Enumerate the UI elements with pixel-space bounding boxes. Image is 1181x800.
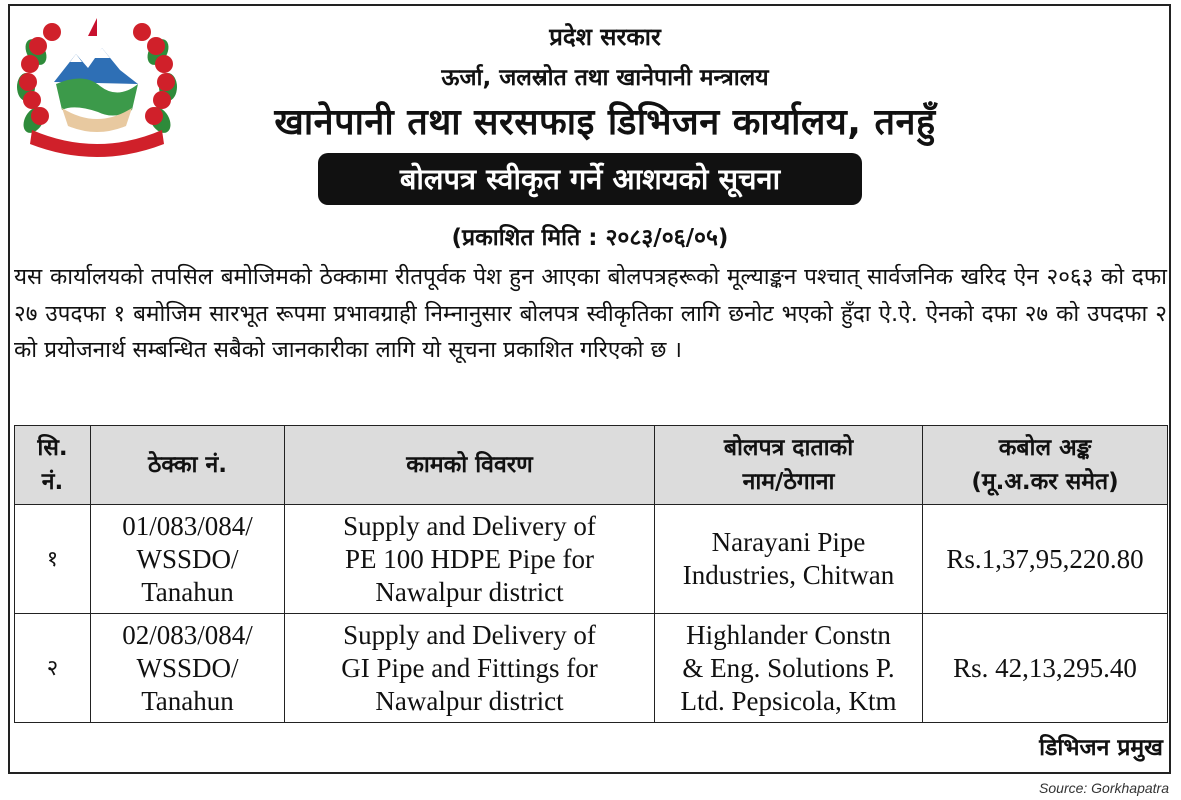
notice-body: यस कार्यालयको तपसिल बमोजिमको ठेक्कामा रीतपूर्वक पेश हुन आएका बोलपत्रहरूको मूल्याङ्कन पश्चात् सार्वजनिक खरिद ऐन २०६३ को दफा २७ उपदफा १ बमोजिम सारभूत रूपमा प्रभावग्राही निम्नानुसार बोलपत्र स्वीकृतिका लागि छनोट भएको हुँदा ऐ.ऐ. ऐनको दफा २७ को उपदफा २ को प्रयोजनार्थ सम्बन्धित सबैको जानकारीका लागि यो सूचना प्रकाशित गरिएको छ । bbox=[14, 264, 1167, 363]
cell-amount: Rs.1,37,95,220.80 bbox=[923, 505, 1168, 614]
cell-bidder: Highlander Constn & Eng. Solutions P. Ltd. Pepsicola, Ktm bbox=[655, 614, 923, 723]
cell-description: Supply and Delivery of PE 100 HDPE Pipe for Nawalpur district bbox=[285, 505, 655, 614]
bid-table bbox=[14, 425, 1168, 723]
col-header-bidder: बोलपत्र दाताको नाम/ठेगाना bbox=[655, 426, 923, 505]
signoff: डिभिजन प्रमुख bbox=[1039, 735, 1163, 761]
table-header-row bbox=[15, 426, 1168, 505]
col-header-sn: सि. नं. bbox=[15, 426, 91, 505]
cell-contract: 01/083/084/ WSSDO/ Tanahun bbox=[91, 505, 285, 614]
cell-sn: २ bbox=[15, 614, 91, 723]
col-header-contract: ठेक्का नं. bbox=[91, 426, 285, 505]
table-row bbox=[15, 614, 1168, 723]
col-header-amount: कबोल अङ्क (मू.अ.कर समेत) bbox=[923, 426, 1168, 505]
notice-banner: बोलपत्र स्वीकृत गर्ने आशयको सूचना bbox=[318, 153, 862, 205]
cell-amount: Rs. 42,13,295.40 bbox=[923, 614, 1168, 723]
col-header-description: कामको विवरण bbox=[285, 426, 655, 505]
table-row bbox=[15, 505, 1168, 614]
nepal-emblem-icon bbox=[14, 12, 180, 162]
publication-date: (प्रकाशित मिति : २०८३/०६/०५) bbox=[451, 225, 729, 251]
cell-sn: १ bbox=[15, 505, 91, 614]
ministry-title: ऊर्जा, जलस्रोत तथा खानेपानी मन्त्रालय bbox=[441, 65, 769, 91]
cell-description: Supply and Delivery of GI Pipe and Fittings for Nawalpur district bbox=[285, 614, 655, 723]
source-credit: Source: Gorkhapatra bbox=[1039, 780, 1169, 796]
government-title: प्रदेश सरकार bbox=[549, 23, 661, 51]
cell-bidder: Narayani Pipe Industries, Chitwan bbox=[655, 505, 923, 614]
cell-contract: 02/083/084/ WSSDO/ Tanahun bbox=[91, 614, 285, 723]
office-title: खानेपानी तथा सरसफाइ डिभिजन कार्यालय, तनहुँ bbox=[274, 102, 936, 143]
